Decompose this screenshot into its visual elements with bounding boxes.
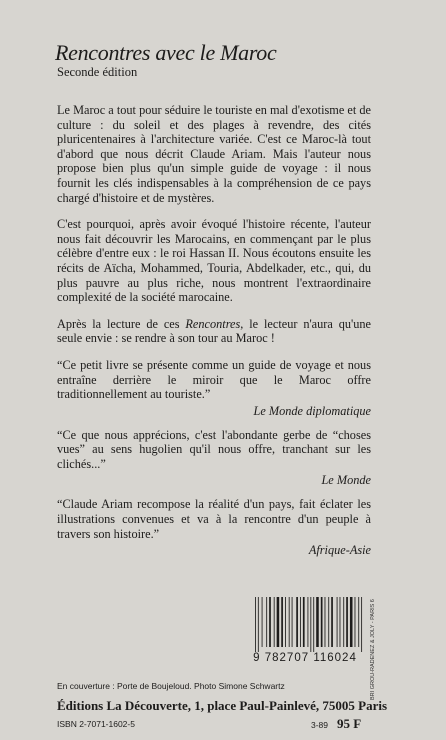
- barcode-bar: [325, 597, 326, 647]
- barcode-bar: [343, 597, 344, 647]
- barcode-bar: [355, 597, 356, 647]
- barcode-bar: [277, 597, 280, 647]
- barcode-bar: [303, 597, 305, 647]
- blurb-paragraph-2: C'est pourquoi, après avoir évoqué l'histoire récente, l'auteur nous fait découvrir les Marocains, en commençant par le plus célèbre d'entre eux : le roi Hassan II. Nous écoutons ensuite les récits de Aïcha, Mohammed, Touria, Abdelkader, etc., qui, du plus pauvre au plus riche, nous montrent l'extraordinaire complexité de la société marocaine.: [57, 217, 371, 305]
- barcode-bars: [253, 597, 363, 652]
- barcode: [243, 597, 367, 667]
- press-quote-text: “Ce petit livre se présente comme un guide de voyage et nous entraîne derrière le miroir que le Maroc offre traditionnellement au touriste.”: [57, 357, 371, 402]
- barcode-bar: [289, 597, 290, 647]
- barcode-bar: [262, 597, 263, 647]
- barcode-bar: [296, 597, 298, 647]
- press-quote-text: “Claude Ariam recompose la réalité d'un pays, fait éclater les illustrations convenues et va à la rencontre d'un peuple à travers son histoire.”: [57, 497, 371, 541]
- blurb-paragraph-3-title: Rencontres: [185, 316, 241, 331]
- barcode-bar: [358, 597, 359, 647]
- barcode-bar: [285, 597, 286, 647]
- printer-credit: BRI GROU-RADENEZ & JOLY - PARIS 6: [370, 599, 376, 700]
- barcode-bar: [255, 597, 256, 652]
- press-quote-text: “Ce que nous apprécions, c'est l'abondante gerbe de “choses vues” au sens hugolien qu'il nous offre, tranchant sur les clichés...”: [57, 427, 371, 471]
- barcode-bar: [300, 597, 301, 647]
- barcode-bar: [258, 597, 259, 652]
- press-quote-source: Afrique-Asie: [308, 543, 371, 558]
- barcode-bar: [340, 597, 341, 647]
- press-quote-source: Le Monde diplomatique: [253, 403, 371, 418]
- barcode-bar: [313, 597, 314, 652]
- cover-credit: En couverture : Porte de Boujeloud. Photo Simone Schwartz: [57, 681, 285, 691]
- blurb-paragraph-3-start: Après la lecture de ces: [57, 316, 186, 331]
- barcode-bar: [337, 597, 338, 647]
- blurb: [57, 103, 371, 567]
- barcode-number: 9 782707 116024: [253, 652, 357, 664]
- barcode-bar: [310, 597, 311, 652]
- barcode-bar: [361, 597, 362, 652]
- press-quote-2: [57, 428, 371, 489]
- barcode-bar: [269, 597, 271, 647]
- barcode-bar: [266, 597, 267, 647]
- barcode-bar: [328, 597, 329, 647]
- blurb-paragraph-3-end: , le lecteur n'aura qu'une seule envie : se rendre à son tour au Maroc !: [57, 316, 371, 346]
- barcode-bar: [346, 597, 348, 647]
- barcode-bar: [321, 597, 323, 647]
- blurb-paragraph-3: [57, 317, 371, 346]
- price: 95 F: [337, 716, 362, 731]
- edition-label: Seconde édition: [57, 65, 138, 79]
- blurb-paragraph-1: Le Maroc a tout pour séduire le touriste en mal d'exotisme et de culture : du soleil et des plages à revendre, des cités pluricentenaires à l'architecture variée. C'est ce Maroc-là tout d'abord que nous décrit Claude Ariam. Mais l'auteur nous propose bien plus qu'un simple guide de voyage : il nous fournit les clés indispensables à la compréhension de ce pays chargé d'histoire et de mystères.: [57, 103, 371, 205]
- barcode-bar: [292, 597, 293, 647]
- press-quote-1: [57, 358, 371, 419]
- press-quote-3: [57, 497, 371, 558]
- barcode-bar: [274, 597, 275, 647]
- barcode-bar: [350, 597, 353, 647]
- book-title: Rencontres avec le Maroc: [55, 40, 277, 65]
- barcode-bar: [316, 597, 319, 647]
- print-date: 3-89: [311, 720, 329, 730]
- barcode-bar: [281, 597, 283, 647]
- publisher-address: Éditions La Découverte, 1, place Paul-Painlevé, 75005 Paris: [57, 698, 388, 713]
- press-quote-source: Le Monde: [321, 473, 371, 488]
- barcode-bar: [308, 597, 309, 647]
- isbn: ISBN 2-7071-1602-5: [57, 719, 135, 729]
- barcode-bar: [331, 597, 333, 647]
